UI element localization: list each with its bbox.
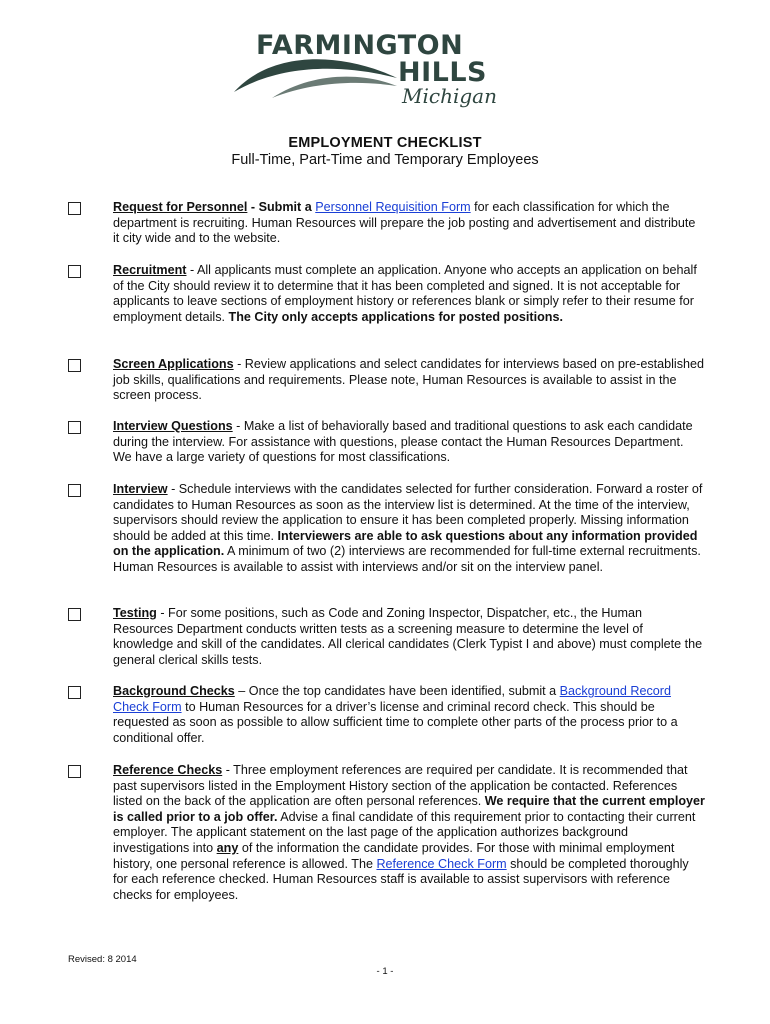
item-title: Interview Questions	[113, 419, 233, 433]
item-text: Request for Personnel - Submit a Personnel Requisition Form for each classification for which the department is recruiting. Human Resources will prepare the job posting and advertisement and distribute it city wide and to the website.	[113, 200, 696, 246]
page-title: EMPLOYMENT CHECKLIST	[288, 135, 482, 151]
item-title: Background Checks	[113, 684, 235, 698]
logo-text-hills: HILLS	[398, 57, 487, 88]
item-text: Screen Applications - Review applications and select candidates for interviews based on pre-established job skills, qualifications and requirements. Please note, Human Resources is available to assist in the screen process.	[113, 357, 705, 403]
item-text: Recruitment - All applicants must complete an application. Anyone who accepts an application on behalf of the City should review it to determine that it has been completed and signed. It is not acceptable for applicants to leave sections of employment history or references blank or simply refer to their resume for employment details. The City only accepts applications for posted positions.	[113, 263, 697, 324]
item-title: Screen Applications	[113, 357, 234, 371]
city-logo	[232, 20, 532, 110]
item-title: Interview	[113, 482, 168, 496]
item-text: Interview - Schedule interviews with the candidates selected for further consideration. Forward a roster of candidates to Human Resources as soon as the interview list is determined. At the time of the interview, supervisors should review the application to ensure it has been completed properly. Missing information should be added at this time. Interviewers are able to ask questions about any information provided on the application. A minimum of two (2) interviews are recommended for full-time external recruitments. Human Resources is available to assist with interviews and/or sit on the interview panel.	[113, 482, 703, 574]
reference-check-form-link[interactable]: Reference Check Form	[376, 856, 507, 871]
checkbox[interactable]	[68, 686, 81, 699]
logo-text-michigan: Michigan	[402, 84, 497, 108]
logo-text-farmington: FARMINGTON	[256, 30, 464, 61]
item-text: Testing - For some positions, such as Code and Zoning Inspector, Dispatcher, etc., the Human Resources Department conducts written tests as a screening measure to determine the level of knowledge and skill of the candidates. All clerical candidates (Clerk Typist I and above) must complete the general clerical skills tests.	[113, 606, 703, 667]
checkbox[interactable]	[68, 421, 81, 434]
page-number: - 1 -	[376, 966, 394, 977]
item-text: Background Checks – Once the top candidates have been identified, submit a Background Record Check Form to Human Resources for a driver’s license and criminal record check. This should be requested as soon as possible to allow sufficient time to complete other parts of the process prior to a conditional offer.	[113, 684, 678, 745]
checkbox[interactable]	[68, 265, 81, 278]
item-title: Reference Checks	[113, 763, 223, 777]
item-text: Reference Checks - Three employment references are required per candidate. It is recommended that past supervisors listed in the Employment History section of the application be contacted. References listed on the back of the application are often personal references. We require that the current employer is called prior to a job offer. Advise a final candidate of this requirement prior to contacting their current employer. The applicant statement on the last page of the application authorizes background investigations into any of the information the candidate provides. For those with minimal employment history, one personal reference is allowed. The Reference Check Form should be completed thoroughly for each reference checked. Human Resources staff is available to assist supervisors with reference checks for employees.	[113, 763, 705, 902]
item-text: Interview Questions - Make a list of behaviorally based and traditional questions to ask each candidate during the interview. For assistance with questions, please contact the Human Resources Department. We have a large variety of questions for most classifications.	[113, 419, 693, 465]
checkbox[interactable]	[68, 608, 81, 621]
background-record-check-form-link[interactable]: Background Record Check Form	[113, 684, 671, 714]
item-title: Request for Personnel	[113, 200, 248, 214]
checkbox[interactable]	[68, 765, 81, 778]
checkbox[interactable]	[68, 359, 81, 372]
item-title: Testing	[113, 606, 157, 620]
checkbox[interactable]	[68, 202, 81, 215]
revised-date: Revised: 8 2014	[68, 954, 137, 965]
checkbox[interactable]	[68, 484, 81, 497]
item-title: Recruitment	[113, 263, 187, 277]
personnel-requisition-form-link[interactable]: Personnel Requisition Form	[315, 200, 471, 214]
page-subtitle: Full-Time, Part-Time and Temporary Employees	[231, 152, 539, 168]
